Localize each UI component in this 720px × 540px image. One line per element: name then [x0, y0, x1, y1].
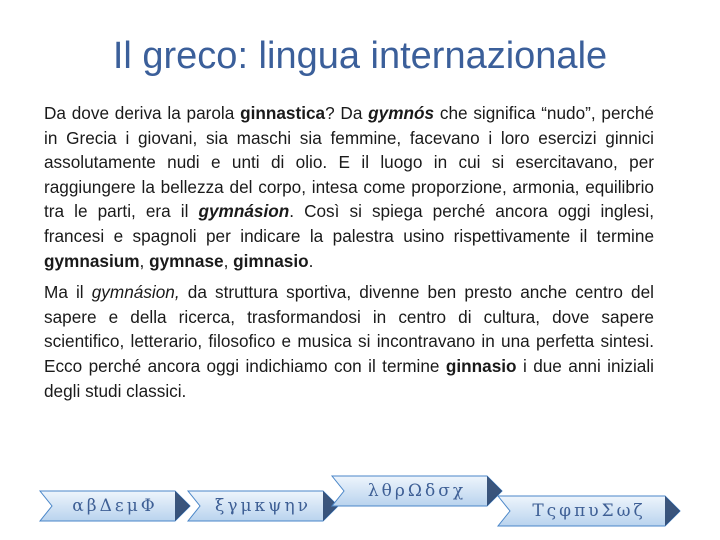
- chevron-1-label: αβΔεμΦ: [72, 496, 158, 516]
- chevron-3-label: λθρΩδσχ: [367, 481, 467, 501]
- text-run: i due anni iniziali degli studi classici.: [44, 355, 654, 401]
- bold-term: gymnase: [149, 250, 224, 271]
- text-run: Ma il: [44, 282, 92, 303]
- text-run: . Così si spiega perché ancora oggi inglesi, francesi e spagnoli per indicare la palestra usino rispettivamente il termine: [44, 201, 654, 246]
- text-run: ,: [223, 250, 234, 271]
- slide-title: Il greco: lingua internazionale: [112, 35, 608, 77]
- text-run: ,: [139, 250, 150, 271]
- chevron-3: [332, 476, 502, 506]
- text-run: ? Da: [325, 103, 369, 123]
- italic-term: gymnásion,: [91, 282, 180, 303]
- chevron-1: [40, 491, 190, 521]
- bold-term: gimnasio: [233, 250, 309, 271]
- paragraph-ginnasio: [44, 280, 654, 403]
- bold-term: ginnasio: [445, 355, 517, 376]
- chevron-4: [498, 496, 680, 526]
- body-text: [44, 101, 654, 410]
- bold-term: gymnasium: [44, 250, 140, 271]
- text-run: da struttura sportiva, divenne ben presto anche centro del sapere e della ricerca, trasformandosi in centro di cultura, dove sapere scientifico, letterario, filosofico e musica si incontravano in una perfetta sintesi. Ecco perché ancora oggi indichiamo con il termine: [44, 282, 654, 376]
- text-run: Da dove deriva la parola: [44, 103, 241, 123]
- paragraph-ginnastica: [44, 101, 654, 273]
- chevron-2: [188, 491, 338, 521]
- bold-italic-term: gymnós: [368, 103, 435, 123]
- text-run: .: [308, 250, 314, 271]
- bold-term: ginnastica: [240, 103, 326, 123]
- bold-italic-term: gymnásion: [198, 201, 290, 222]
- text-run: che significa “nudo”, perché in Grecia i giovani, sia maschi sia femmine, facevano i loro esercizi ginnici assolutamente nudi e unti di olio. E il luogo in cui si esercitavano, per raggiungere la bellezza del corpo, intesa come proporzione, armonia, equilibrio tra le parti, era il: [44, 103, 654, 222]
- chevron-2-label: ξγμκψην: [214, 496, 312, 516]
- chevron-4-label: ΤςφπυΣωζ: [532, 501, 646, 521]
